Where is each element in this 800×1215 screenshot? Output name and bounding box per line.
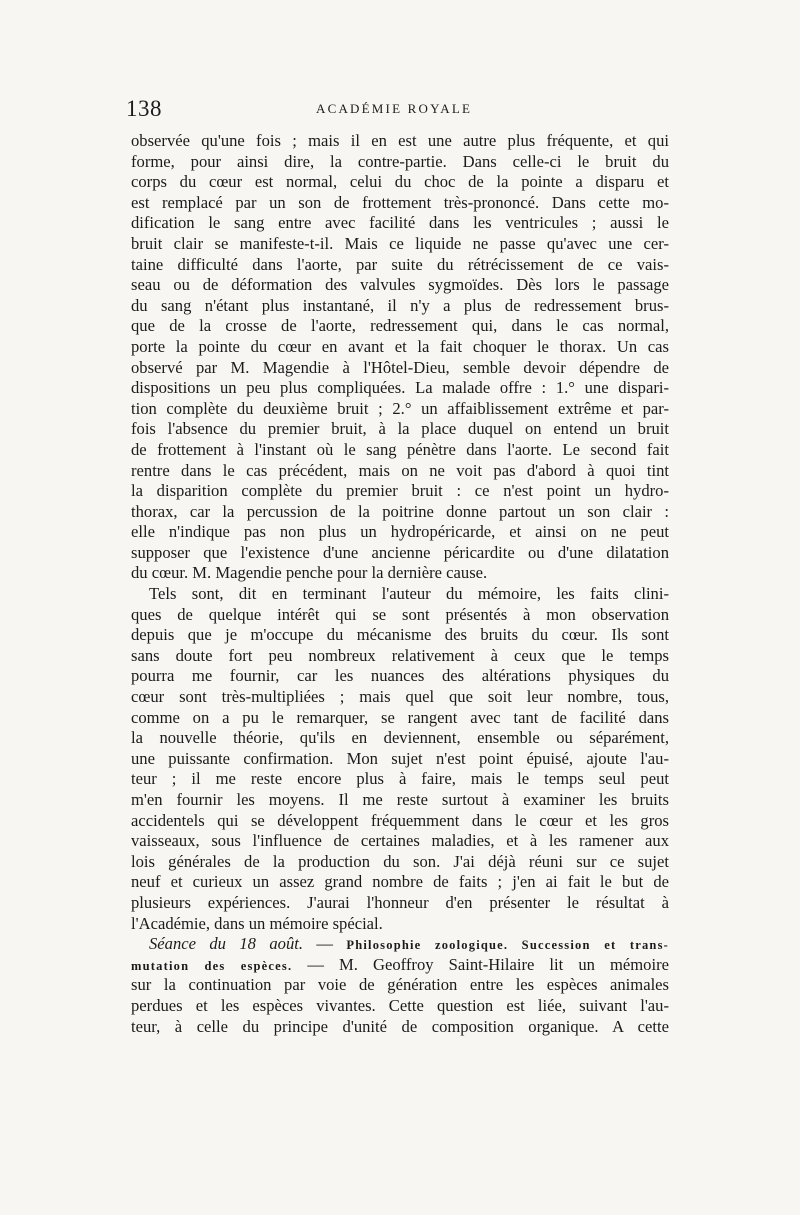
body-text [131, 131, 669, 1037]
text-line: corps du cœur est normal, celui du choc de la pointe a disparu et [131, 172, 669, 192]
text-line: la disparition complète du premier bruit : ce n'est point un hydro- [131, 481, 669, 501]
text-line: du sang n'étant plus instantané, il n'y a plus de redressement brus- [131, 295, 669, 315]
text-line: comme on a pu le remarquer, se rangent avec tant de facilité dans [131, 707, 669, 727]
text-line: sans doute fort peu nombreux relativement à ceux que le temps [131, 645, 669, 665]
seance-date: Séance du 18 août. [149, 934, 303, 954]
text-line: dispositions un peu plus compliquées. La malade offre : 1.° une dispari- [131, 378, 669, 398]
text-line: porte la pointe du cœur en avant et la fait choquer le thorax. Un cas [131, 336, 669, 356]
text-line: plusieurs expériences. J'aurai l'honneur d'en présenter le résultat à [131, 892, 669, 912]
text-line: sur la continuation par voie de génération entre les espèces animales [131, 975, 669, 995]
text-line: seau ou de déformation des valvules sygmoïdes. Dès lors le passage [131, 275, 669, 295]
page-number: 138 [126, 96, 162, 121]
text-line: accidentels qui se développent fréquemment dans le cœur et les gros [131, 810, 669, 830]
running-title: ACADÉMIE ROYALE [316, 101, 473, 116]
text-line: vaisseaux, sous l'influence de certaines maladies, et à les ramener aux [131, 831, 669, 851]
text-line: la nouvelle théorie, qu'ils en deviennent, ensemble ou séparément, [131, 728, 669, 748]
text-line: supposer que l'existence d'une ancienne péricardite ou d'une dilatation [131, 542, 669, 562]
text-line: de frottement à l'instant où le sang pénètre dans l'aorte. Le second fait [131, 439, 669, 459]
text-line: m'en fournir les moyens. Il me reste surtout à examiner les bruits [131, 790, 669, 809]
text-line: est remplacé par un son de frottement très-prononcé. Dans cette mo- [131, 192, 669, 212]
text-line: teur ; il me reste encore plus à faire, mais le temps seul peut [131, 769, 669, 789]
text-line: que de la crosse de l'aorte, redressement qui, dans le cas normal, [131, 316, 669, 336]
running-head [126, 96, 674, 126]
text-line: observé par M. Magendie à l'Hôtel-Dieu, semble devoir dépendre de [131, 357, 669, 377]
section-title: Philosophie zoologique. [346, 938, 509, 953]
space [508, 934, 521, 953]
text-line: teur, à celle du principe d'unité de composition organique. A cette [131, 1016, 669, 1036]
text-line: ques de quelque intérêt qui se sont présentés à mon observation [131, 604, 669, 624]
text-line: l'Académie, dans un mémoire spécial. [131, 913, 383, 933]
text-line: rentre dans le cas précédent, mais on ne voit pas d'abord à quoi tint [131, 460, 669, 480]
seance-text: — M. Geoffroy Saint-Hilaire lit un mémoire [292, 954, 669, 974]
text-line: taine difficulté dans l'aorte, par suite du rétrécissement de ce vais- [131, 254, 669, 274]
text-line: du cœur. M. Magendie penche pour la dernière cause. [131, 563, 488, 583]
section-subtitle: Succession et trans- [521, 938, 669, 953]
text-line: elle n'indique pas non plus un hydropéricarde, et ainsi on ne peut [131, 522, 669, 542]
text-line: bruit clair se manifeste-t-il. Mais ce liquide ne passe qu'avec une cer- [131, 233, 669, 253]
text-line: dification le sang entre avec facilité dans les ventricules ; aussi le [131, 213, 669, 233]
dash: — [303, 934, 347, 954]
seance-heading-line [131, 934, 669, 955]
text-line: une puissante confirmation. Mon sujet n'est point épuisé, ajoute l'au- [131, 748, 669, 768]
text-line: thorax, car la percussion de la poitrine donne partout un son clair : [131, 501, 669, 521]
text-line: cœur sont très-multipliées ; mais quel que soit leur nombre, tous, [131, 687, 669, 707]
text-line: fois l'absence du premier bruit, à la place duquel on entend un bruit [131, 419, 669, 439]
seance-heading-line-2 [131, 955, 669, 976]
text-line: tion complète du deuxième bruit ; 2.° un affaiblissement extrême et par- [131, 398, 669, 418]
text-line: pourra me fournir, car les nuances des altérations physiques du [131, 666, 669, 686]
text-line: neuf et curieux un assez grand nombre de faits ; j'en ai fait le but de [131, 872, 669, 892]
text-line: Tels sont, dit en terminant l'auteur du mémoire, les faits clini- [149, 584, 669, 604]
text-line: perdues et les espèces vivantes. Cette question est liée, suivant l'au- [131, 995, 669, 1015]
section-subtitle-cont: mutation des espèces. [131, 958, 293, 973]
text-line: forme, pour ainsi dire, la contre-partie. Dans celle-ci le bruit du [131, 151, 669, 171]
text-line: depuis que je m'occupe du mécanisme des bruits du cœur. Ils sont [131, 625, 669, 645]
text-line: lois générales de la production du son. J'ai déjà réuni sur ce sujet [131, 851, 669, 871]
text-line: observée qu'une fois ; mais il en est une autre plus fréquente, et qui [131, 131, 669, 150]
